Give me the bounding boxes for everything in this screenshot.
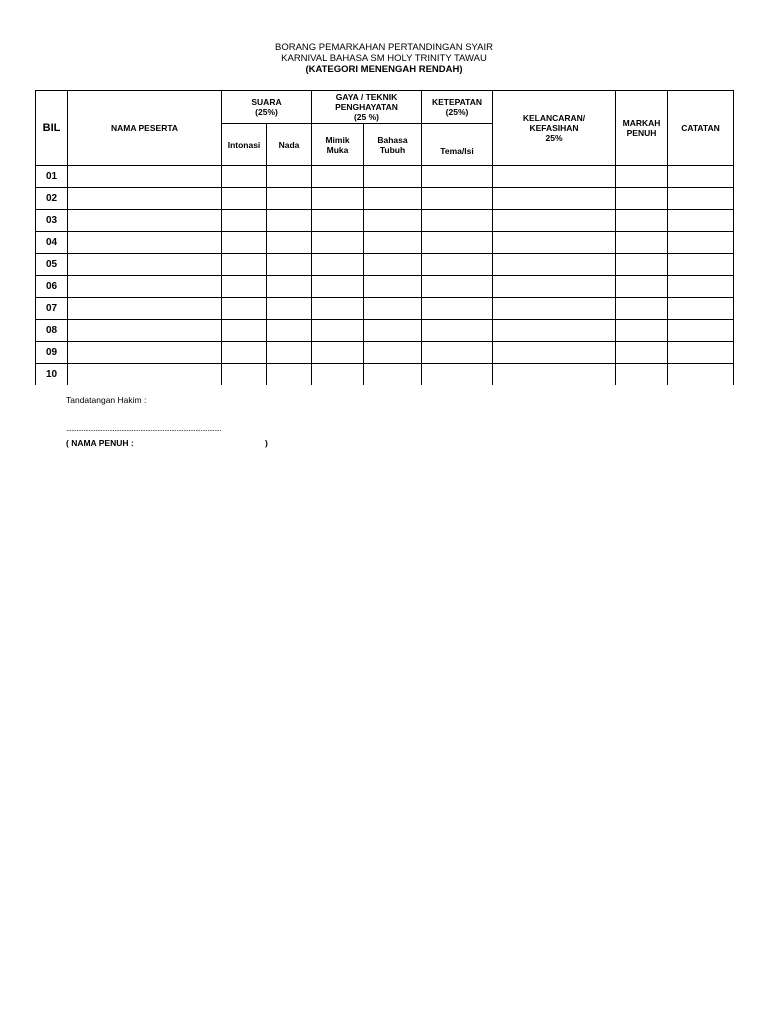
nada-cell[interactable] [267, 232, 312, 254]
intonasi-cell[interactable] [222, 232, 267, 254]
kelancaran-label-2: KEFASIHAN [529, 123, 579, 133]
kelancaran-cell[interactable] [493, 188, 616, 210]
tema-cell[interactable] [422, 320, 493, 342]
nama-cell[interactable] [68, 298, 222, 320]
title-line-3: (KATEGORI MENENGAH RENDAH) [305, 64, 463, 75]
catatan-cell[interactable] [668, 342, 734, 364]
bahasa-cell[interactable] [364, 364, 422, 386]
mimik-cell[interactable] [312, 276, 364, 298]
nada-cell[interactable] [267, 210, 312, 232]
row-number: 10 [36, 364, 68, 386]
table-row [36, 210, 734, 232]
kelancaran-header [493, 91, 616, 166]
nama-cell[interactable] [68, 232, 222, 254]
bahasa-cell[interactable] [364, 254, 422, 276]
nada-cell[interactable] [267, 254, 312, 276]
close-paren: ) [265, 438, 268, 448]
nama-cell[interactable] [68, 342, 222, 364]
row-number: 08 [36, 320, 68, 342]
suara-percent: (25%) [255, 107, 278, 117]
mimik-cell[interactable] [312, 342, 364, 364]
row-number: 06 [36, 276, 68, 298]
gaya-percent: (25 %) [353, 112, 380, 122]
table-row [36, 298, 734, 320]
intonasi-cell[interactable] [222, 166, 267, 188]
markah-label-2: PENUH [626, 128, 657, 138]
catatan-cell[interactable] [668, 364, 734, 386]
catatan-cell[interactable] [668, 210, 734, 232]
mimik-label-2: Muka [326, 144, 349, 155]
kelancaran-cell[interactable] [493, 342, 616, 364]
markah-cell[interactable] [616, 364, 668, 386]
markah-cell[interactable] [616, 210, 668, 232]
kelancaran-cell[interactable] [493, 210, 616, 232]
bil-header: BIL [36, 91, 68, 166]
kelancaran-label-1: KELANCARAN/ [522, 113, 586, 123]
intonasi-cell[interactable] [222, 320, 267, 342]
nada-cell[interactable] [267, 276, 312, 298]
tema-cell[interactable] [422, 232, 493, 254]
ketepatan-percent: (25%) [445, 107, 469, 117]
tema-cell[interactable] [422, 276, 493, 298]
row-number: 03 [36, 210, 68, 232]
catatan-cell[interactable] [668, 254, 734, 276]
row-number: 02 [36, 188, 68, 210]
mimik-cell[interactable] [312, 232, 364, 254]
nada-cell[interactable] [267, 364, 312, 386]
gaya-label-2: PENGHAYATAN [335, 102, 398, 112]
tema-cell[interactable] [422, 166, 493, 188]
markah-cell[interactable] [616, 232, 668, 254]
nama-cell[interactable] [68, 188, 222, 210]
intonasi-cell[interactable] [222, 188, 267, 210]
kelancaran-cell[interactable] [493, 364, 616, 386]
scoring-table [35, 90, 734, 385]
kelancaran-cell[interactable] [493, 298, 616, 320]
suara-header [222, 91, 312, 124]
table-row [36, 342, 734, 364]
nada-cell[interactable] [267, 298, 312, 320]
bahasa-cell[interactable] [364, 298, 422, 320]
markah-cell[interactable] [616, 276, 668, 298]
nama-cell[interactable] [68, 210, 222, 232]
signature-line[interactable]: .......................................................................................... [66, 424, 222, 433]
bahasa-cell[interactable] [364, 342, 422, 364]
kelancaran-cell[interactable] [493, 232, 616, 254]
bahasa-cell[interactable] [364, 232, 422, 254]
row-number: 07 [36, 298, 68, 320]
nama-cell[interactable] [68, 166, 222, 188]
nama-cell[interactable] [68, 364, 222, 386]
ketepatan-header [422, 91, 493, 124]
kelancaran-cell[interactable] [493, 276, 616, 298]
catatan-cell[interactable] [668, 276, 734, 298]
markah-cell[interactable] [616, 298, 668, 320]
markah-penuh-header [616, 91, 668, 166]
nada-cell[interactable] [267, 188, 312, 210]
nama-penuh-label: ( NAMA PENUH : [66, 438, 134, 448]
tema-label: Tema/Isi [440, 145, 474, 156]
ketepatan-label: KETEPATAN [431, 97, 483, 107]
kelancaran-cell[interactable] [493, 320, 616, 342]
table-row [36, 188, 734, 210]
markah-cell[interactable] [616, 320, 668, 342]
tema-cell[interactable] [422, 210, 493, 232]
full-name-line [66, 438, 276, 448]
intonasi-cell[interactable] [222, 342, 267, 364]
tema-cell[interactable] [422, 298, 493, 320]
intonasi-cell[interactable] [222, 276, 267, 298]
nada-cell[interactable] [267, 342, 312, 364]
table-row [36, 364, 734, 386]
header-row-1 [36, 91, 734, 124]
row-number: 04 [36, 232, 68, 254]
form-title [0, 42, 768, 75]
nama-cell[interactable] [68, 254, 222, 276]
mimik-cell[interactable] [312, 320, 364, 342]
row-number: 01 [36, 166, 68, 188]
catatan-header: CATATAN [668, 91, 734, 166]
table-row [36, 320, 734, 342]
bahasa-cell[interactable] [364, 276, 422, 298]
tema-cell[interactable] [422, 254, 493, 276]
catatan-cell[interactable] [668, 166, 734, 188]
intonasi-cell[interactable] [222, 364, 267, 386]
tema-cell[interactable] [422, 342, 493, 364]
mimik-cell[interactable] [312, 166, 364, 188]
tema-cell[interactable] [422, 188, 493, 210]
nada-cell[interactable] [267, 320, 312, 342]
gaya-header [312, 91, 422, 124]
title-line-1: BORANG PEMARKAHAN PERTANDINGAN SYAIR [274, 42, 493, 53]
markah-cell[interactable] [616, 254, 668, 276]
catatan-cell[interactable] [668, 298, 734, 320]
catatan-cell[interactable] [668, 320, 734, 342]
tema-cell[interactable] [422, 364, 493, 386]
catatan-cell[interactable] [668, 188, 734, 210]
markah-cell[interactable] [616, 188, 668, 210]
nada-header: Nada [267, 124, 312, 166]
mimik-cell[interactable] [312, 210, 364, 232]
bahasa-cell[interactable] [364, 188, 422, 210]
kelancaran-cell[interactable] [493, 166, 616, 188]
markah-label-1: MARKAH [622, 118, 661, 128]
suara-label: SUARA [251, 97, 282, 107]
gaya-label-1: GAYA / TEKNIK [335, 92, 398, 102]
markah-cell[interactable] [616, 166, 668, 188]
judge-signature-label: Tandatangan Hakim : [66, 395, 147, 405]
table-row [36, 166, 734, 188]
mimik-cell[interactable] [312, 364, 364, 386]
kelancaran-percent: 25% [545, 133, 563, 143]
mimik-cell[interactable] [312, 188, 364, 210]
intonasi-cell[interactable] [222, 254, 267, 276]
bahasa-tubuh-header [364, 124, 422, 166]
bahasa-label-1: Bahasa [377, 134, 408, 145]
intonasi-cell[interactable] [222, 210, 267, 232]
catatan-cell[interactable] [668, 232, 734, 254]
mimik-cell[interactable] [312, 298, 364, 320]
tema-isi-header [422, 124, 493, 166]
table-row [36, 232, 734, 254]
intonasi-cell[interactable] [222, 298, 267, 320]
intonasi-header: Intonasi [222, 124, 267, 166]
table-row [36, 254, 734, 276]
bahasa-cell[interactable] [364, 166, 422, 188]
kelancaran-cell[interactable] [493, 254, 616, 276]
mimik-label-1: Mimik [325, 134, 350, 145]
bahasa-label-2: Tubuh [379, 144, 406, 155]
row-number: 09 [36, 342, 68, 364]
mimik-muka-header [312, 124, 364, 166]
nama-cell[interactable] [68, 276, 222, 298]
nada-cell[interactable] [267, 166, 312, 188]
markah-cell[interactable] [616, 342, 668, 364]
title-line-2: KARNIVAL BAHASA SM HOLY TRINITY TAWAU [281, 53, 487, 64]
table-row [36, 276, 734, 298]
mimik-cell[interactable] [312, 254, 364, 276]
row-number: 05 [36, 254, 68, 276]
nama-peserta-header: NAMA PESERTA [68, 91, 222, 166]
bahasa-cell[interactable] [364, 320, 422, 342]
bahasa-cell[interactable] [364, 210, 422, 232]
nama-cell[interactable] [68, 320, 222, 342]
